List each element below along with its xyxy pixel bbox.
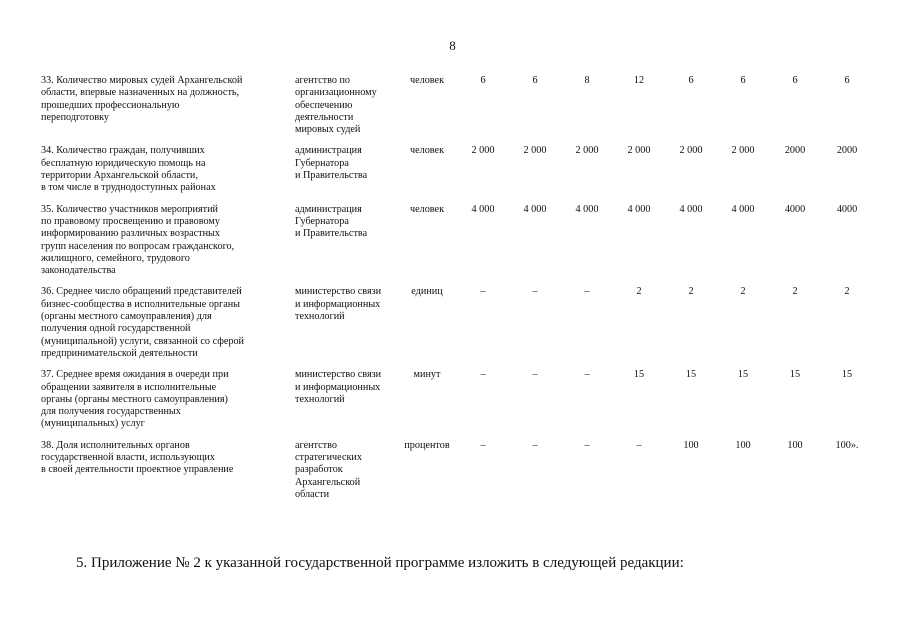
- value-cell: 100: [735, 439, 751, 451]
- value-cell: –: [532, 286, 538, 298]
- value-cell: 15: [633, 369, 645, 381]
- value-cell: 100: [683, 439, 699, 451]
- value-cell: 2 000: [627, 145, 651, 157]
- value-cell: 2: [792, 286, 798, 298]
- indicators-table-body: [41, 75, 873, 510]
- responsible-cell: [295, 75, 397, 145]
- unit-cell: человек: [409, 75, 445, 86]
- page-number: 8: [449, 38, 456, 53]
- responsible-cell: [295, 286, 397, 369]
- value-cell: 2000: [836, 145, 858, 157]
- responsible-executor: министерство связи и информационных технологий: [295, 286, 382, 323]
- value-cell: –: [584, 439, 590, 451]
- value-cell: 15: [737, 369, 749, 381]
- unit-cell: единиц: [411, 286, 443, 298]
- value-cell: 4000: [836, 203, 858, 215]
- value-cell: 4 000: [627, 203, 651, 215]
- value-cell: –: [584, 286, 590, 298]
- value-cell: 100».: [835, 439, 859, 451]
- indicator-name: 36. Среднее число обращений представителей бизнес-сообщества в исполнительные органы (органы местного самоуправления) для получения одной государственной (муниципальной) услуги, связанной со сферой предпринимательской деятельности: [41, 286, 244, 359]
- value-cell: 2: [740, 286, 746, 298]
- value-cell: 15: [841, 369, 853, 381]
- indicator-name: 37. Среднее время ожидания в очереди при обращении заявителя в исполнительные органы (органы местного самоуправления) для получения государственных (муниципальных) услуг: [41, 369, 229, 430]
- indicator-name-cell: [41, 75, 295, 145]
- indicator-name-cell: [41, 204, 295, 287]
- indicator-name-cell: [41, 369, 295, 439]
- indicator-name-cell: [41, 145, 295, 203]
- value-cell: –: [480, 286, 486, 298]
- responsible-cell: [295, 204, 397, 287]
- value-cell: 6: [844, 75, 850, 86]
- value-cell: –: [480, 369, 486, 381]
- table-row: [41, 75, 873, 145]
- responsible-cell: [295, 440, 397, 510]
- value-cell: –: [584, 369, 590, 381]
- indicator-name: 38. Доля исполнительных органов государственной власти, использующих в своей деятельности проектное управление: [41, 439, 234, 476]
- unit-cell: человек: [409, 145, 445, 157]
- value-cell: 4 000: [523, 203, 547, 215]
- value-cell: –: [532, 439, 538, 451]
- indicator-name: 33. Количество мировых судей Архангельской области, впервые назначенных на должность, прошедших профессиональную переподготовку: [41, 75, 243, 123]
- value-cell: 4000: [784, 203, 806, 215]
- value-cell: 2 000: [471, 145, 495, 157]
- value-cell: 2: [636, 286, 642, 298]
- responsible-executor: администрация Губернатора и Правительства: [295, 145, 368, 182]
- value-cell: 4 000: [731, 203, 755, 215]
- responsible-cell: [295, 145, 397, 203]
- responsible-executor: агентство по организационному обеспечению деятельности мировых судей: [295, 75, 377, 136]
- value-cell: 2: [688, 286, 694, 298]
- value-cell: 15: [789, 369, 801, 381]
- indicator-name: 34. Количество граждан, получивших бесплатную юридическую помощь на территории Архангельской области, в том числе в труднодоступных районах: [41, 145, 216, 194]
- value-cell: 6: [480, 75, 486, 86]
- instruction-paragraph: 5. Приложение № 2 к указанной государственной программе изложить в следующей редакции:: [76, 555, 684, 571]
- indicator-name: 35. Количество участников мероприятий по правовому просвещению и правовому информированию различных возрастных групп населения по вопросам гражданского, жилищного, семейного, трудового законодательства: [41, 203, 235, 277]
- responsible-cell: [295, 369, 397, 439]
- unit-cell: процентов: [404, 439, 450, 451]
- indicators-table: [41, 75, 873, 510]
- indicator-name-cell: [41, 440, 295, 510]
- indicators-table-container: [41, 75, 871, 510]
- value-cell: –: [480, 439, 486, 451]
- value-cell: 2: [844, 286, 850, 298]
- table-row: [41, 440, 873, 510]
- value-cell: 2 000: [575, 145, 599, 157]
- value-cell: 4 000: [679, 203, 703, 215]
- value-cell: 6: [740, 75, 746, 86]
- value-cell: 6: [688, 75, 694, 86]
- responsible-executor: администрация Губернатора и Правительства: [295, 203, 368, 240]
- value-cell: 6: [532, 75, 538, 86]
- value-cell: 6: [792, 75, 798, 86]
- table-row: [41, 145, 873, 203]
- value-cell: 100: [787, 439, 803, 451]
- value-cell: –: [636, 439, 642, 451]
- responsible-executor: агентство стратегических разработок Архангельской области: [295, 439, 362, 500]
- value-cell: 4 000: [575, 203, 599, 215]
- value-cell: 12: [633, 75, 645, 86]
- indicator-name-cell: [41, 286, 295, 369]
- value-cell: 2 000: [523, 145, 547, 157]
- value-cell: 4 000: [471, 203, 495, 215]
- value-cell: 2 000: [731, 145, 755, 157]
- value-cell: 2 000: [679, 145, 703, 157]
- value-cell: 8: [584, 75, 590, 86]
- value-cell: 15: [685, 369, 697, 381]
- table-row: [41, 286, 873, 369]
- value-cell: –: [532, 369, 538, 381]
- unit-cell: минут: [413, 369, 441, 381]
- unit-cell: человек: [409, 203, 445, 215]
- table-row: [41, 369, 873, 439]
- table-row: [41, 204, 873, 287]
- responsible-executor: министерство связи и информационных технологий: [295, 369, 382, 405]
- value-cell: 2000: [784, 145, 806, 157]
